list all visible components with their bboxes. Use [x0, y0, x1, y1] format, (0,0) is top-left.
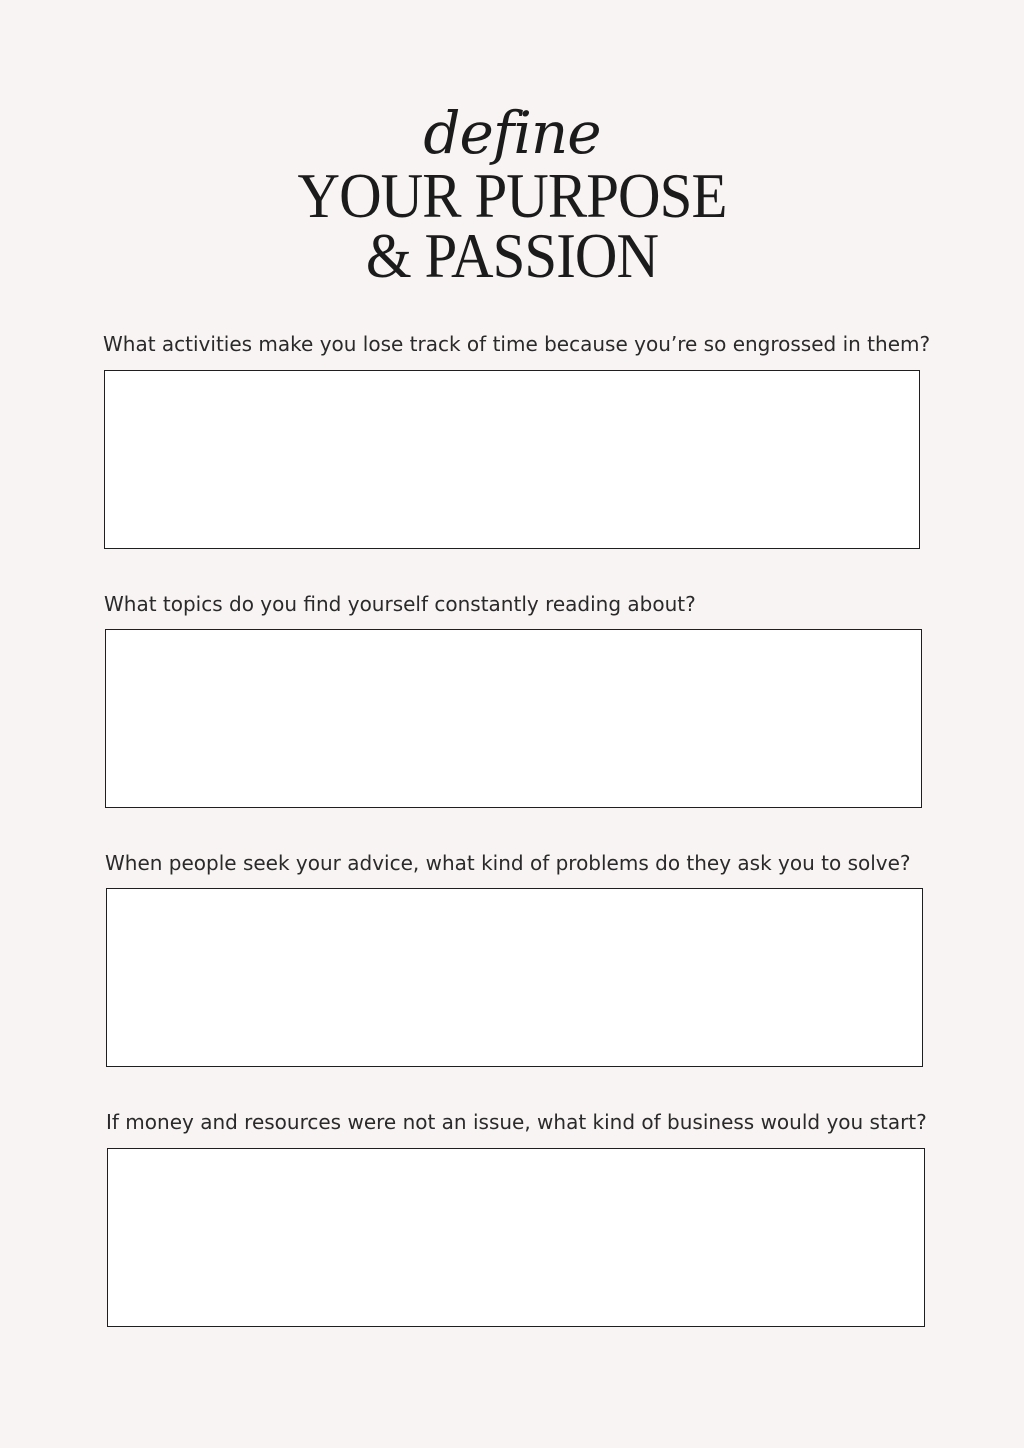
question-4-label: If money and resources were not an issue, what kind of business would you start? — [106, 1110, 927, 1134]
question-2-label: What topics do you find yourself constantly reading about? — [104, 592, 696, 616]
page-title-line-1: YOUR PURPOSE — [297, 160, 727, 231]
answer-box-2[interactable] — [105, 629, 922, 808]
question-1-label: What activities make you lose track of time because you’re so engrossed in them? — [103, 332, 931, 356]
answer-box-4[interactable] — [107, 1148, 925, 1327]
question-3-label: When people seek your advice, what kind of problems do they ask you to solve? — [105, 851, 911, 875]
answer-box-3[interactable] — [106, 888, 923, 1067]
script-heading: define — [423, 99, 601, 167]
answer-box-1[interactable] — [104, 370, 920, 549]
page-title-line-2: & PASSION — [365, 220, 659, 291]
worksheet-header — [0, 99, 1024, 291]
